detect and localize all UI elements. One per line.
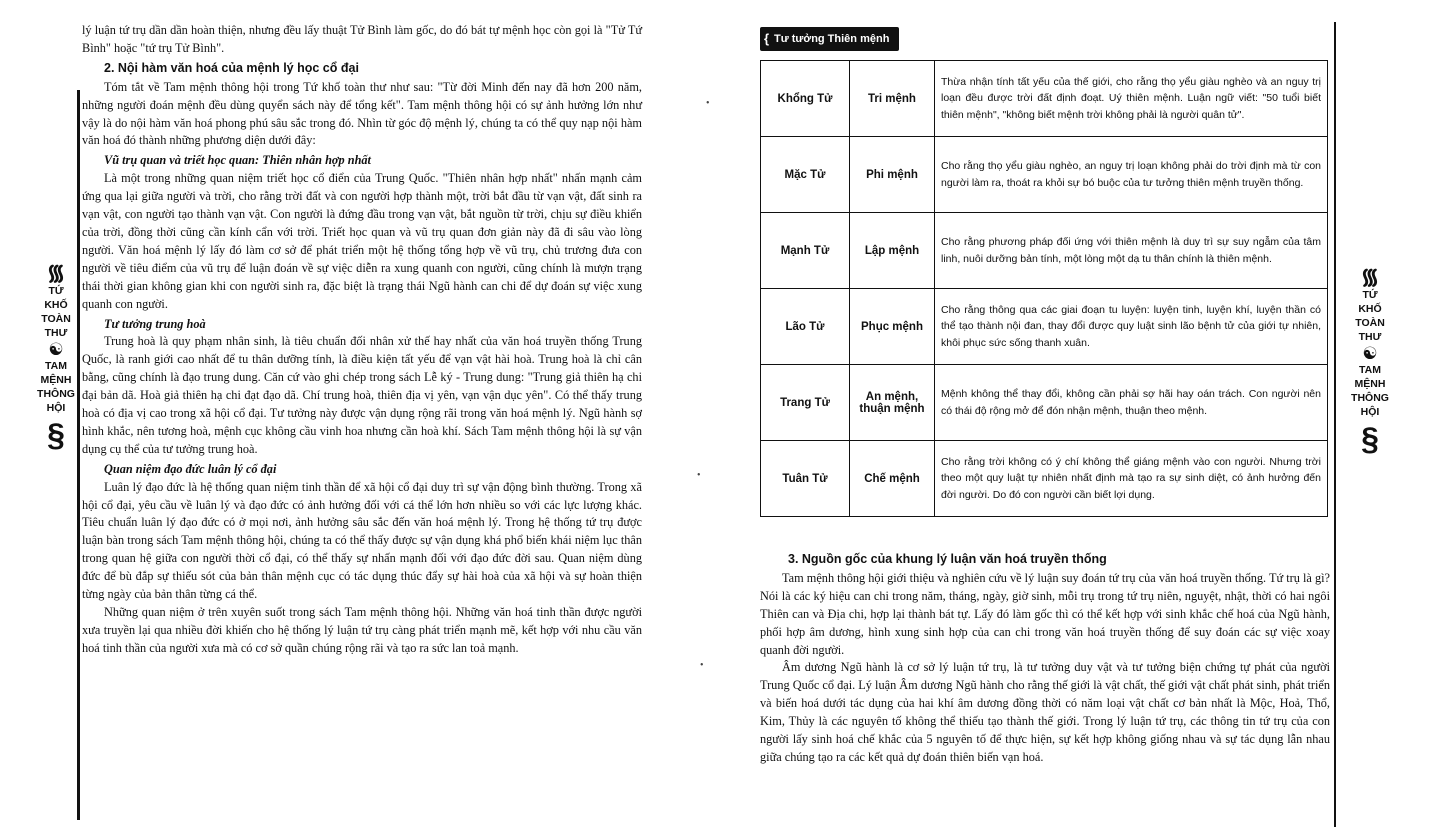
- subheading: Quan niệm đạo đức luân lý cổ đại: [104, 461, 277, 476]
- section-heading: 2. Nội hàm văn hoá của mệnh lý học cổ đại: [104, 60, 359, 75]
- table-row: [761, 137, 1328, 213]
- subheading: Tư tưởng trung hoà: [104, 316, 206, 331]
- side-tab-text: TOÀN: [1355, 317, 1385, 329]
- table-row: [761, 441, 1328, 517]
- side-tab-text: KHỐ: [1358, 303, 1382, 315]
- side-tab-text: MỆNH: [40, 374, 72, 386]
- paragraph: Tóm tắt về Tam mệnh thông hội trong Tứ khố toàn thư như sau: "Từ đời Minh đến nay đã hơn 200 năm, những người đoán mệnh đều dùng quyển sách này để tổng kết". Tam mệnh thông hội có sự ảnh hưởng lớn như vậy là do nội hàm văn hoá phong phú sâu sắc trong đó. Nhìn từ góc độ mệnh lý, chúng ta có thể quy nạp nội hàm văn hoá đó thành những phương diện dưới đây:: [82, 79, 642, 148]
- paragraph: Luân lý đạo đức là hệ thống quan niệm tinh thần để xã hội cổ đại duy trì sự vận động bình thường. Trong xã hội cổ đại, yêu cầu về luân lý và đạo đức có ảnh hưởng đối với cá thể lớn hơn nhiều so với các lực lượng khác. Tiêu chuẩn luân lý đạo đức có ở mọi nơi, ảnh hưởng sâu sắc đến văn hoá mệnh lý. Trong hệ thống tứ trụ được luận bàn trong sách Tam mệnh thông hội, chúng ta có thể thấy được sự vận dụng khá phổ biến khái niệm lục thân trong quan hệ giữa con người thời cổ đại, có thể thấy sự nhấn mạnh đối với đạo đức đời sau. Quan niệm dùng đức để bù đắp sự thiếu sót của bản thân mệnh cục có tác dụng thúc đẩy sự hài hoà của xã hội và sự hoàn thiện từng ngày của bản thân từng cá thể.: [82, 479, 642, 602]
- side-tab-text: THƯ: [1358, 331, 1382, 343]
- destiny-view: Lập mệnh: [850, 213, 935, 289]
- dragon-icon: ᯾: [1360, 264, 1380, 289]
- table-row: [761, 289, 1328, 365]
- philosopher-name: Trang Tử: [761, 365, 850, 441]
- side-tab-text: HỘI: [1360, 406, 1380, 418]
- philosopher-name: Khổng Tử: [761, 61, 850, 137]
- paragraph: Những quan niệm ở trên xuyên suốt trong sách Tam mệnh thông hội. Những văn hoá tinh thần được người xưa truyền lại qua nhiều đời khiến cho hệ thống lý luận tứ trụ càng phát triển mạnh mẽ, kết hợp với nhu cầu văn hoá tinh thần của người xưa mà có cơ sở quần chúng rộng rãi và tạo ra sức lan toả mạnh.: [82, 605, 642, 655]
- section-tag: { Tư tưởng Thiên mệnh: [760, 27, 899, 51]
- dragon-figure-icon: §: [47, 417, 65, 453]
- paragraph: Là một trong những quan niệm triết học cổ điển của Trung Quốc. "Thiên nhân hợp nhất" nhấn mạnh cảm ứng qua lại giữa người và trời, cho rằng trời đất và con người hợp thành một, trời bắt đầu từ vạn vật, đất sinh ra vạn vật, con người tạo thành vạn vật. Con người là đứng đầu trong vạn vật, bắt nguồn từ trời, chịu sự điều khiển của trời, đồng thời cũng cần kính cẩn với trời. Triết học quan và vũ trụ quan đơn giản này đã đi sâu vào lòng người. Văn hoá mệnh lý lấy đó làm cơ sở để phát triển một hệ thống tổng hợp về vũ trụ, chủ trương đưa con người về tiêu điểm của vũ trụ để luận đoán về sự việc diễn ra xung quanh con người, cũng chính là mượn trạng thái thời gian không gian khi con người sinh ra, đặc biệt là trạng thái Ngũ hành can chi để dự đoán sự việc xung quanh con người.: [82, 171, 642, 311]
- scan-mark: •: [697, 470, 701, 481]
- side-tab-text: THƯ: [44, 327, 68, 339]
- side-tab-text: MỆNH: [1354, 378, 1386, 390]
- side-tab-text: TAM: [45, 360, 67, 372]
- paragraph: lý luận tứ trụ dần dần hoàn thiện, nhưng đều lấy thuật Tử Bình làm gốc, do đó bát tự mệnh học còn gọi là "Tử Tứ Bình" hoặc "tứ trụ Tử Bình".: [82, 23, 642, 55]
- left-margin-rule: [77, 90, 80, 820]
- scan-mark: •: [700, 660, 704, 671]
- destiny-view: Phục mệnh: [850, 289, 935, 365]
- view-description: Thừa nhận tính tất yếu của thế giới, cho rằng thọ yểu giàu nghèo và an nguy trị loạn đều được trời đất định đoạt. Uý thiên mệnh. Luận ngữ viết: "50 tuổi biết thiên mệnh", "không biết mệnh trời không phải là người quân tử".: [935, 61, 1328, 137]
- section-heading: 3. Nguồn gốc của khung lý luận văn hoá truyền thống: [788, 552, 1107, 566]
- left-side-tab: [36, 262, 76, 455]
- philosopher-name: Tuân Tử: [761, 441, 850, 517]
- view-description: Cho rằng trời không có ý chí không thể giáng mệnh vào con người. Nhưng trời theo một quy luật tự nhiên nhất định mà tạo ra sự sinh diệt, có ảnh hưởng đến đời người. Do đó con người cần biết lợi dụng.: [935, 441, 1328, 517]
- subheading: Vũ trụ quan và triết học quan: Thiên nhân hợp nhất: [104, 153, 371, 168]
- right-body-text: [760, 549, 1330, 767]
- scan-mark: •: [706, 98, 710, 109]
- side-tab-text: KHỐ: [44, 299, 68, 311]
- destiny-view: Chế mệnh: [850, 441, 935, 517]
- view-description: Cho rằng phương pháp đối ứng với thiên mệnh là duy trì sự suy ngẫm của tâm linh, nuôi dưỡng bản tính, một lòng một dạ tu thân chính là thiên mệnh.: [935, 213, 1328, 289]
- dragon-figure-icon: §: [1361, 421, 1379, 457]
- table-row: [761, 213, 1328, 289]
- paragraph: Tam mệnh thông hội giới thiệu và nghiên cứu về lý luận suy đoán tứ trụ của văn hoá truyền thống. Tứ trụ là gì? Nói là các ký hiệu can chi trong năm, tháng, ngày, giờ sinh, mỗi trụ trong tứ trụ niên, nguyệt, nhật, thời có hai ngôi Thiên can và Địa chi, hợp lại thành bát tự. Lấy đó làm gốc thì có thể kết hợp với sinh khắc chế hoá của Ngũ hành, phối hợp âm dương, hình xung sinh hợp của can chi trong văn hoá truyền thống để suy đoán các sự việc xoay quanh đời người.: [760, 570, 1330, 657]
- side-tab-text: THÔNG: [37, 388, 75, 400]
- philosopher-name: Lão Tử: [761, 289, 850, 365]
- side-tab-text: HỘI: [46, 402, 66, 414]
- paragraph: Trung hoà là quy phạm nhân sinh, là tiêu chuẩn đối nhân xử thế hay nhất của văn hoá truyền thống Trung Quốc, là ranh giới cao nhất để tu thân dưỡng tính, là điều kiện tất yếu để vạn vật hài hoà. Trung hoà là chỉ cân bằng, cũng chính là đạo trung dung. Căn cứ vào ghi chép trong sách Lễ ký - Trung dung: "Trung giả thiên hạ chi đại bản dã. Hoà giả thiên hạ chi đạt đạo dã. Chí trung hoà, thiên địa vị yên, vạn vận dục yên". Có thể thấy trung hoà có địa vị cao trong xã hội cổ đại. Tư tưởng này được vận dụng rộng rãi trong văn hoá mệnh lý. Ngũ hành sợ hình khắc, nên tương hoà, mệnh cục không cầu vinh hoa nhưng cần hoà khí. Sách Tam mệnh thông hội là sự vận dụng cụ thể của tư tưởng trung hoà.: [82, 334, 642, 456]
- right-margin-rule: [1334, 22, 1336, 827]
- yin-yang-icon: ☯: [1362, 344, 1378, 363]
- view-description: Cho rằng thông qua các giai đoạn tu luyện: luyện tinh, luyện khí, luyện thần có thể tạo thành nội đan, thay đổi được quy luật sinh lão bệnh tử của giới tự nhiên, khôi phục sức sống thanh xuân.: [935, 289, 1328, 365]
- philosopher-name: Mặc Tử: [761, 137, 850, 213]
- philosophy-table: [760, 60, 1328, 517]
- destiny-view: An mệnh, thuận mệnh: [850, 365, 935, 441]
- view-description: Cho rằng thọ yểu giàu nghèo, an nguy trị loạn không phải do trời định mà từ con người làm ra, thoát ra khỏi sự bó buộc của tư tưởng thiên mệnh truyền thống.: [935, 137, 1328, 213]
- table-row: [761, 365, 1328, 441]
- view-description: Mệnh không thể thay đổi, không cần phải sợ hãi hay oán trách. Con người nên có thái độ rộng mở để đón nhận mệnh, thuận theo mệnh.: [935, 365, 1328, 441]
- table-row: [761, 61, 1328, 137]
- destiny-view: Phi mệnh: [850, 137, 935, 213]
- right-side-tab: [1350, 266, 1390, 459]
- side-tab-text: TỨ: [48, 285, 64, 297]
- side-tab-text: THÔNG: [1351, 392, 1389, 404]
- philosopher-name: Mạnh Tử: [761, 213, 850, 289]
- left-page: [82, 22, 642, 658]
- side-tab-text: TAM: [1359, 364, 1381, 376]
- side-tab-text: TOÀN: [41, 313, 71, 325]
- side-tab-text: TỨ: [1362, 289, 1378, 301]
- paragraph: Âm dương Ngũ hành là cơ sở lý luận tứ trụ, là tư tưởng duy vật và tư tưởng biện chứng tự phát của người Trung Quốc cổ đại. Lý luận Âm dương Ngũ hành cho rằng thế giới là vật chất, thế giới vật chất phát sinh, phát triển và biến hoá dưới tác dụng của hai khí âm dương đồng thời có năm loại vật chất cơ bản nhất là Mộc, Hoả, Thổ, Kim, Thủy là các nguyên tố không thể thiếu tạo thành thế giới. Trong lý luận tứ trụ, các thông tin tứ trụ của con người lấy sinh hoá chế khắc của 5 nguyên tố để thực hiện, sự kết hợp không giống nhau và sự tác dụng lẫn nhau giữa chúng tạo ra các kết quả dự đoán thiên biến vạn hoá.: [760, 660, 1330, 764]
- destiny-view: Tri mệnh: [850, 61, 935, 137]
- yin-yang-icon: ☯: [48, 340, 64, 359]
- dragon-icon: ᯾: [46, 260, 66, 285]
